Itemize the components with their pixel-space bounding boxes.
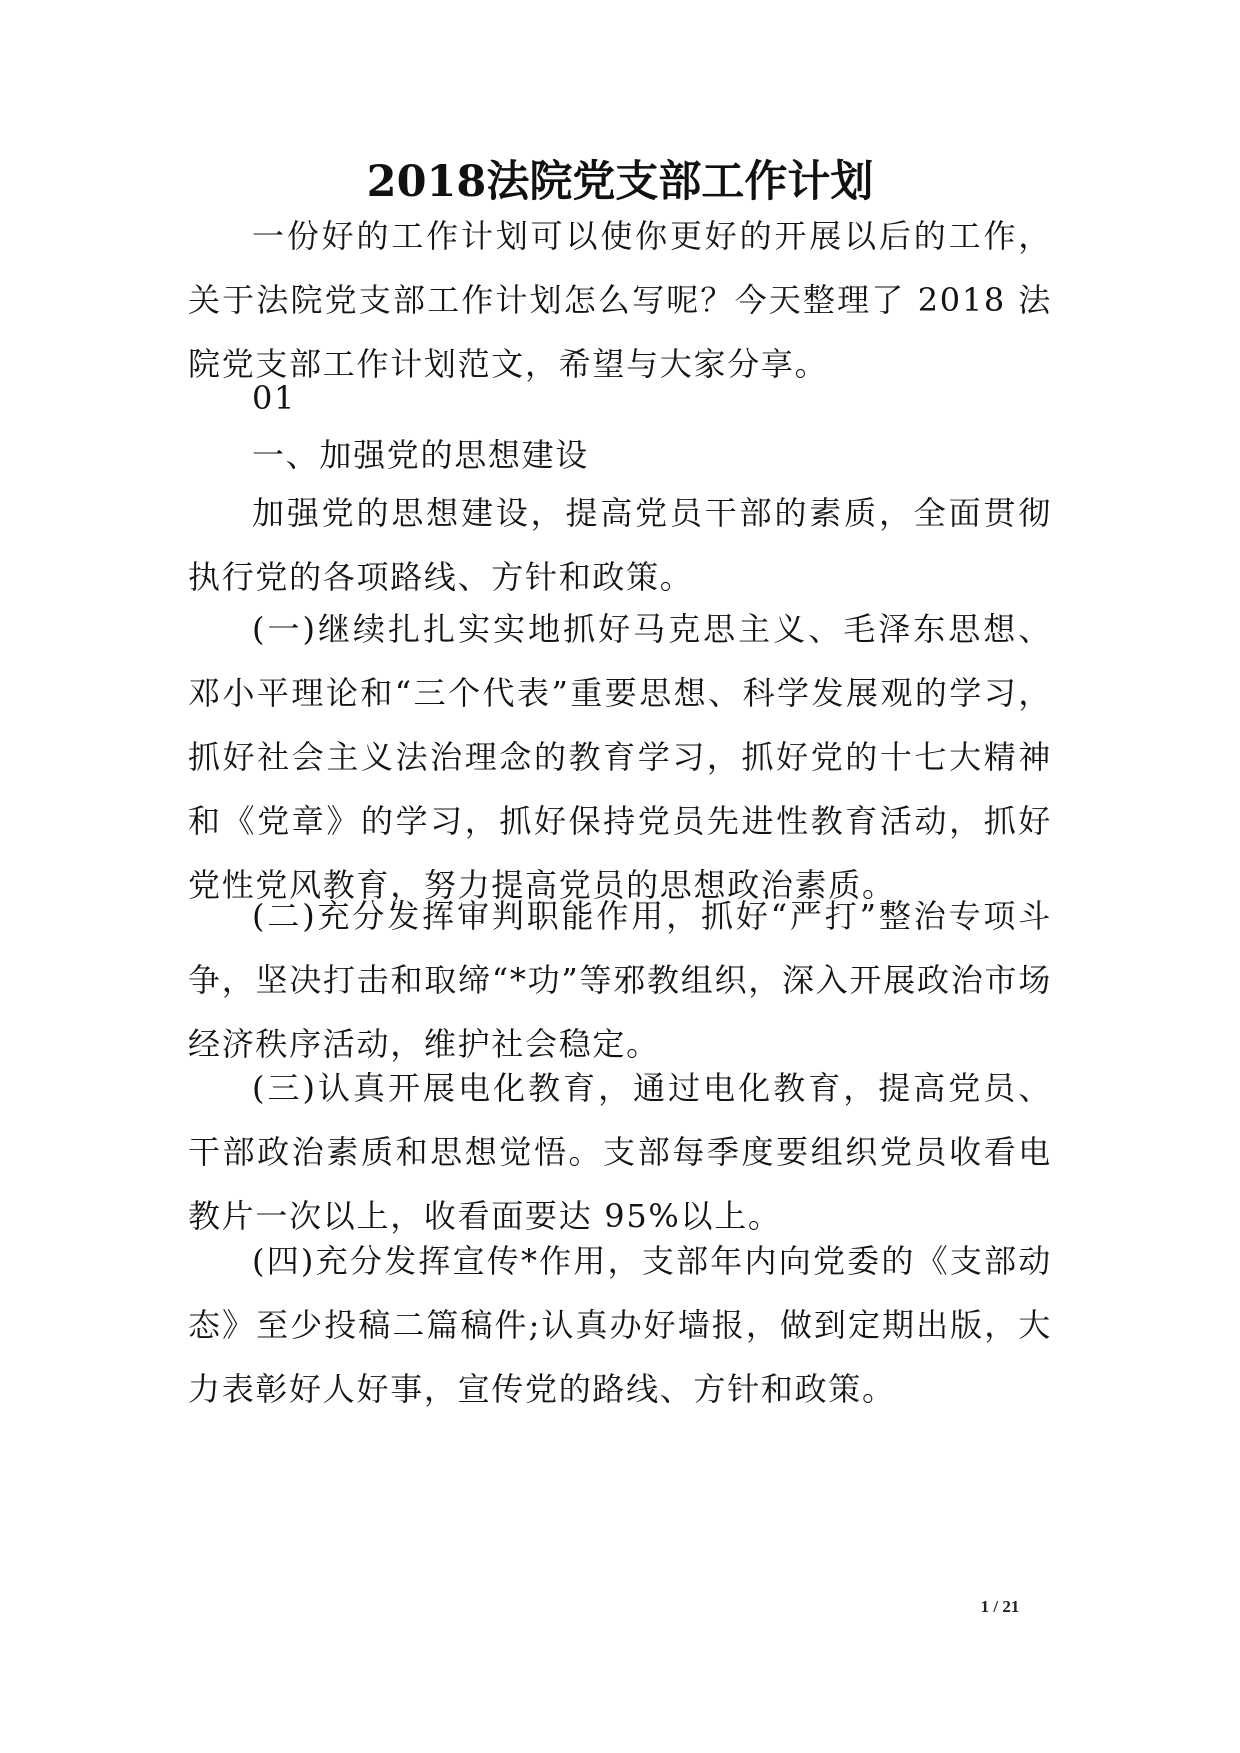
document-title: 2018法院党支部工作计划 (366, 157, 874, 207)
item-one-paragraph: (一)继续扎扎实实地抓好马克思主义、毛泽东思想、邓小平理论和“三个代表”重要思想、科学发展观的学习，抓好社会主义法治理念的教育学习，抓好党的十七大精神和《党章》的学习，抓好保持党员先进性教育活动，抓好党性党风教育，努力提高党员的思想政治素质。 (188, 610, 1052, 904)
item-four-paragraph: (四)充分发挥宣传*作用，支部年内向党委的《支部动态》至少投稿二篇稿件;认真办好墙报，做到定期出版，大力表彰好人好事，宣传党的路线、方针和政策。 (188, 1242, 1052, 1408)
item-three-paragraph: (三)认真开展电化教育，通过电化教育，提高党员、干部政治素质和思想觉悟。支部每季度要组织党员收看电教片一次以上，收看面要达 95%以上。 (188, 1069, 1052, 1235)
section-intro-paragraph: 加强党的思想建设，提高党员干部的素质，全面贯彻执行党的各项路线、方针和政策。 (188, 494, 1052, 596)
section-heading: 一、加强党的思想建设 (252, 436, 590, 474)
intro-paragraph: 一份好的工作计划可以使你更好的开展以后的工作，关于法院党支部工作计划怎么写呢？今天整理了 2018 法院党支部工作计划范文，希望与大家分享。 (188, 217, 1052, 383)
section-number: 01 (252, 379, 297, 417)
item-two-paragraph: (二)充分发挥审判职能作用，抓好“严打”整治专项斗争，坚决打击和取缔“*功”等邪教组织，深入开展政治市场经济秩序活动，维护社会稳定。 (188, 897, 1052, 1063)
page-number: 1 / 21 (980, 1597, 1020, 1616)
